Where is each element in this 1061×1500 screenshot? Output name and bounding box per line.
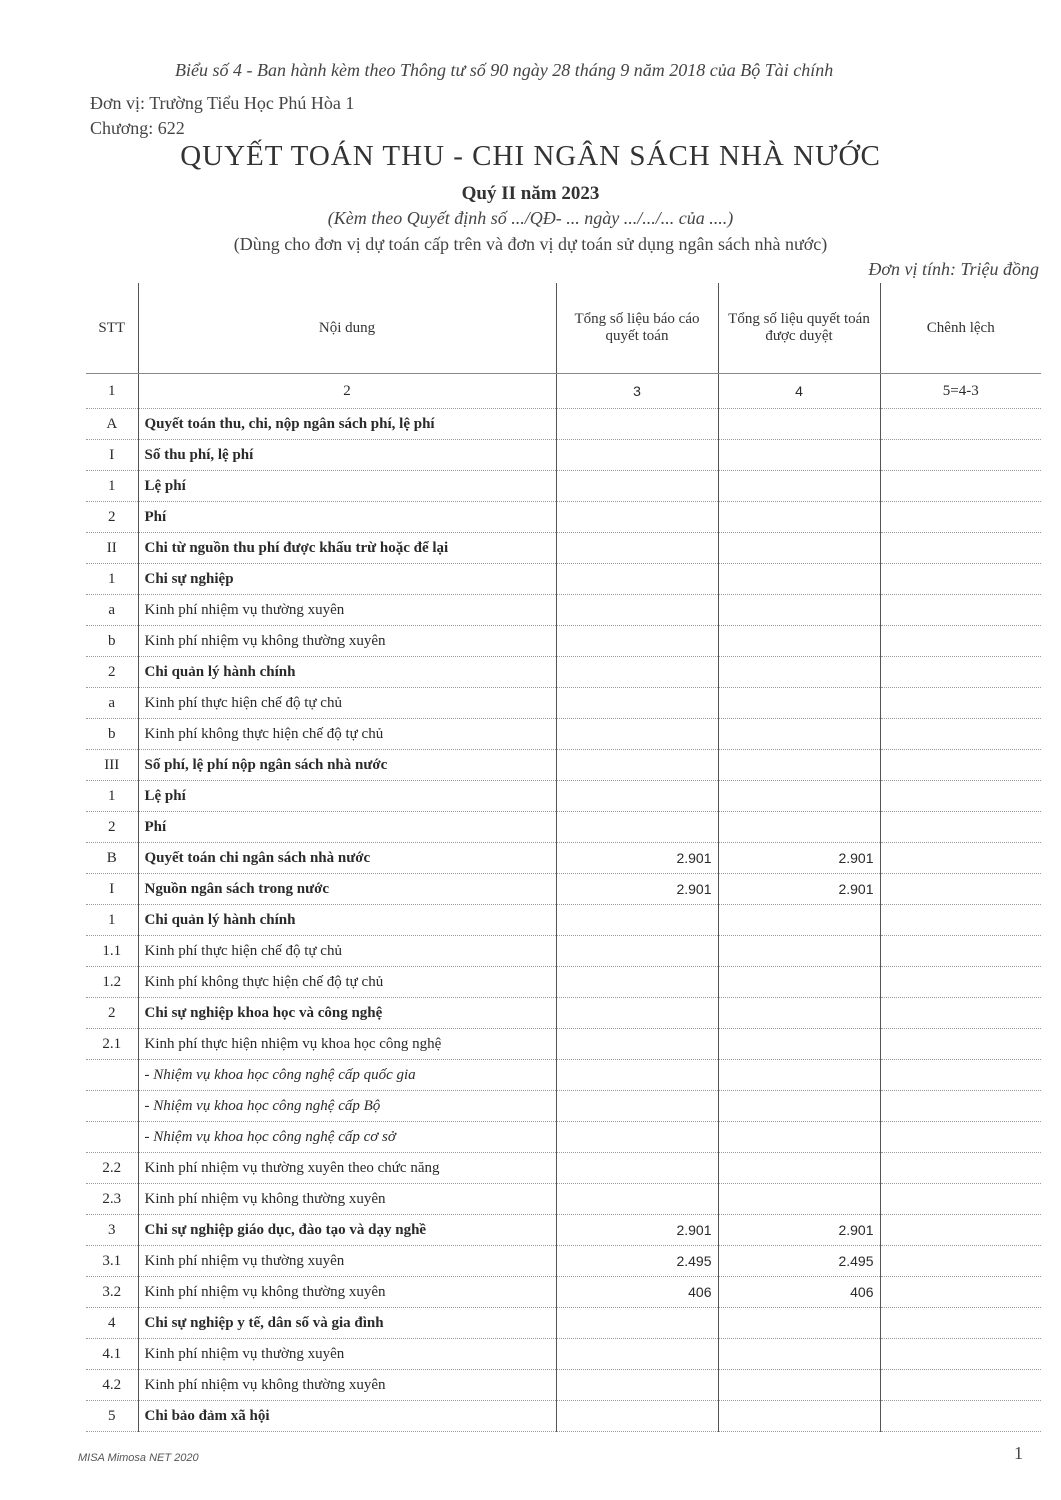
row-reported-cell: [556, 1060, 718, 1091]
column-index-cell: 2: [138, 374, 556, 409]
column-header-content: Nội dung: [138, 283, 556, 374]
row-reported-cell: [556, 564, 718, 595]
row-stt-cell: [86, 1060, 138, 1091]
row-stt-cell: 2: [86, 812, 138, 843]
row-reported-cell: [556, 502, 718, 533]
row-difference-cell: [880, 471, 1041, 502]
row-approved-cell: 2.901: [718, 843, 880, 874]
table-row: [86, 1153, 1041, 1184]
row-stt-cell: 3.1: [86, 1246, 138, 1277]
table-row: [86, 533, 1041, 564]
row-reported-cell: [556, 812, 718, 843]
row-content-cell: Kinh phí thực hiện chế độ tự chủ: [138, 936, 556, 967]
row-difference-cell: [880, 657, 1041, 688]
column-index-cell: 4: [718, 374, 880, 409]
row-content-cell: Kinh phí nhiệm vụ thường xuyên: [138, 1339, 556, 1370]
row-difference-cell: [880, 1215, 1041, 1246]
row-approved-cell: [718, 471, 880, 502]
row-stt-cell: 4.2: [86, 1370, 138, 1401]
row-approved-cell: [718, 1153, 880, 1184]
row-difference-cell: [880, 719, 1041, 750]
row-reported-cell: [556, 1153, 718, 1184]
row-content-cell: Chi sự nghiệp: [138, 564, 556, 595]
row-content-cell: Kinh phí nhiệm vụ không thường xuyên: [138, 1370, 556, 1401]
row-stt-cell: [86, 1091, 138, 1122]
row-reported-cell: [556, 688, 718, 719]
row-stt-cell: III: [86, 750, 138, 781]
row-content-cell: Chi sự nghiệp giáo dục, đào tạo và dạy nghề: [138, 1215, 556, 1246]
row-reported-cell: [556, 1029, 718, 1060]
table-row: [86, 719, 1041, 750]
row-stt-cell: 3: [86, 1215, 138, 1246]
table-row: [86, 998, 1041, 1029]
row-difference-cell: [880, 440, 1041, 471]
row-reported-cell: [556, 657, 718, 688]
row-content-cell: Kinh phí nhiệm vụ không thường xuyên: [138, 1277, 556, 1308]
row-reported-cell: [556, 533, 718, 564]
column-header-reported: Tổng số liệu báo cáo quyết toán: [556, 283, 718, 374]
table-row: [86, 440, 1041, 471]
row-reported-cell: [556, 905, 718, 936]
table-row: [86, 626, 1041, 657]
row-difference-cell: [880, 1277, 1041, 1308]
row-approved-cell: [718, 719, 880, 750]
column-index-cell: 5=4-3: [880, 374, 1041, 409]
table-row: [86, 1277, 1041, 1308]
row-approved-cell: [718, 781, 880, 812]
row-reported-cell: [556, 409, 718, 440]
row-approved-cell: 2.495: [718, 1246, 880, 1277]
row-difference-cell: [880, 998, 1041, 1029]
row-reported-cell: [556, 967, 718, 998]
row-approved-cell: [718, 1029, 880, 1060]
row-approved-cell: [718, 1122, 880, 1153]
row-stt-cell: B: [86, 843, 138, 874]
row-content-cell: Nguồn ngân sách trong nước: [138, 874, 556, 905]
row-content-cell: Chi sự nghiệp y tế, dân số và gia đình: [138, 1308, 556, 1339]
row-stt-cell: b: [86, 626, 138, 657]
row-stt-cell: a: [86, 688, 138, 719]
table-row: [86, 750, 1041, 781]
column-index-row: [86, 374, 1041, 409]
row-stt-cell: 1: [86, 564, 138, 595]
row-content-cell: Lệ phí: [138, 471, 556, 502]
table-row: [86, 1401, 1041, 1432]
row-approved-cell: [718, 812, 880, 843]
row-approved-cell: [718, 440, 880, 471]
row-content-cell: Kinh phí nhiệm vụ thường xuyên: [138, 1246, 556, 1277]
row-content-cell: Chi quản lý hành chính: [138, 905, 556, 936]
row-approved-cell: 406: [718, 1277, 880, 1308]
row-reported-cell: 2.901: [556, 1215, 718, 1246]
row-difference-cell: [880, 1091, 1041, 1122]
row-reported-cell: [556, 1401, 718, 1432]
row-approved-cell: [718, 626, 880, 657]
table-row: [86, 1122, 1041, 1153]
row-difference-cell: [880, 1401, 1041, 1432]
row-difference-cell: [880, 1029, 1041, 1060]
row-content-cell: Kinh phí nhiệm vụ thường xuyên: [138, 595, 556, 626]
row-stt-cell: II: [86, 533, 138, 564]
row-reported-cell: [556, 1091, 718, 1122]
row-reported-cell: [556, 781, 718, 812]
row-reported-cell: [556, 750, 718, 781]
row-approved-cell: [718, 564, 880, 595]
table-row: [86, 688, 1041, 719]
row-approved-cell: [718, 595, 880, 626]
row-content-cell: - Nhiệm vụ khoa học công nghệ cấp cơ sở: [138, 1122, 556, 1153]
row-stt-cell: 5: [86, 1401, 138, 1432]
row-difference-cell: [880, 688, 1041, 719]
row-content-cell: Quyết toán thu, chi, nộp ngân sách phí, lệ phí: [138, 409, 556, 440]
document-title: QUYẾT TOÁN THU - CHI NGÂN SÁCH NHÀ NƯỚC: [180, 140, 881, 172]
row-difference-cell: [880, 564, 1041, 595]
column-header-difference: Chênh lệch: [880, 283, 1041, 374]
row-approved-cell: [718, 1308, 880, 1339]
row-difference-cell: [880, 409, 1041, 440]
table-row: [86, 409, 1041, 440]
row-content-cell: Quyết toán chi ngân sách nhà nước: [138, 843, 556, 874]
software-footer: MISA Mimosa NET 2020: [78, 1452, 199, 1464]
row-stt-cell: I: [86, 874, 138, 905]
row-difference-cell: [880, 905, 1041, 936]
row-difference-cell: [880, 626, 1041, 657]
table-row: [86, 781, 1041, 812]
row-stt-cell: A: [86, 409, 138, 440]
table-row: [86, 1184, 1041, 1215]
row-content-cell: Kinh phí nhiệm vụ thường xuyên theo chức năng: [138, 1153, 556, 1184]
row-content-cell: Kinh phí không thực hiện chế độ tự chủ: [138, 967, 556, 998]
row-content-cell: Kinh phí thực hiện chế độ tự chủ: [138, 688, 556, 719]
row-approved-cell: [718, 1060, 880, 1091]
row-content-cell: Kinh phí nhiệm vụ không thường xuyên: [138, 1184, 556, 1215]
row-difference-cell: [880, 1308, 1041, 1339]
table-row: [86, 843, 1041, 874]
row-approved-cell: [718, 502, 880, 533]
row-content-cell: Chi bảo đảm xã hội: [138, 1401, 556, 1432]
row-reported-cell: [556, 626, 718, 657]
row-difference-cell: [880, 812, 1041, 843]
row-stt-cell: 3.2: [86, 1277, 138, 1308]
row-approved-cell: [718, 688, 880, 719]
page-mark: 1: [1014, 1443, 1023, 1463]
row-reported-cell: [556, 1308, 718, 1339]
chapter-code: Chương: 622: [90, 118, 185, 138]
row-stt-cell: I: [86, 440, 138, 471]
row-reported-cell: [556, 998, 718, 1029]
row-difference-cell: [880, 874, 1041, 905]
row-approved-cell: [718, 998, 880, 1029]
row-approved-cell: [718, 905, 880, 936]
row-stt-cell: 1: [86, 905, 138, 936]
column-header-approved: Tổng số liệu quyết toán được duyệt: [718, 283, 880, 374]
row-stt-cell: 2.3: [86, 1184, 138, 1215]
table-row: [86, 1370, 1041, 1401]
row-approved-cell: [718, 409, 880, 440]
row-approved-cell: [718, 533, 880, 564]
unit-name: Đơn vị: Trường Tiểu Học Phú Hòa 1: [90, 93, 355, 113]
row-content-cell: Số phí, lệ phí nộp ngân sách nhà nước: [138, 750, 556, 781]
row-stt-cell: [86, 1122, 138, 1153]
form-reference-note: Biểu số 4 - Ban hành kèm theo Thông tư số 90 ngày 28 tháng 9 năm 2018 của Bộ Tài chính: [175, 60, 834, 80]
row-difference-cell: [880, 1339, 1041, 1370]
row-reported-cell: [556, 936, 718, 967]
row-stt-cell: 4.1: [86, 1339, 138, 1370]
column-header-stt: STT: [86, 283, 138, 374]
row-content-cell: Chi sự nghiệp khoa học và công nghệ: [138, 998, 556, 1029]
row-approved-cell: [718, 657, 880, 688]
row-stt-cell: 2: [86, 998, 138, 1029]
row-difference-cell: [880, 1370, 1041, 1401]
table-row: [86, 564, 1041, 595]
row-difference-cell: [880, 1184, 1041, 1215]
row-reported-cell: [556, 719, 718, 750]
decision-note: (Kèm theo Quyết định số .../QĐ- ... ngày .../.../... của ....): [327, 208, 734, 228]
row-difference-cell: [880, 533, 1041, 564]
budget-settlement-table: [86, 283, 1041, 1432]
table-row: [86, 967, 1041, 998]
row-stt-cell: 2.1: [86, 1029, 138, 1060]
table-row: [86, 1029, 1041, 1060]
table-row: [86, 1215, 1041, 1246]
row-difference-cell: [880, 967, 1041, 998]
row-approved-cell: 2.901: [718, 1215, 880, 1246]
table-row: [86, 657, 1041, 688]
row-approved-cell: [718, 1370, 880, 1401]
row-content-cell: Lệ phí: [138, 781, 556, 812]
table-row: [86, 1060, 1041, 1091]
table-row: [86, 502, 1041, 533]
row-approved-cell: [718, 1401, 880, 1432]
row-difference-cell: [880, 502, 1041, 533]
row-reported-cell: 2.495: [556, 1246, 718, 1277]
row-reported-cell: [556, 595, 718, 626]
row-reported-cell: [556, 1370, 718, 1401]
row-approved-cell: [718, 1091, 880, 1122]
table-header-row: [86, 283, 1041, 374]
row-stt-cell: 1.1: [86, 936, 138, 967]
row-difference-cell: [880, 1246, 1041, 1277]
row-approved-cell: 2.901: [718, 874, 880, 905]
table-row: [86, 905, 1041, 936]
row-difference-cell: [880, 595, 1041, 626]
table-row: [86, 874, 1041, 905]
row-reported-cell: [556, 440, 718, 471]
row-difference-cell: [880, 781, 1041, 812]
usage-note: (Dùng cho đơn vị dự toán cấp trên và đơn vị dự toán sử dụng ngân sách nhà nước): [233, 234, 828, 254]
row-reported-cell: [556, 1339, 718, 1370]
report-period: Quý II năm 2023: [461, 183, 600, 204]
row-difference-cell: [880, 1122, 1041, 1153]
row-approved-cell: [718, 936, 880, 967]
row-stt-cell: a: [86, 595, 138, 626]
row-content-cell: Kinh phí không thực hiện chế độ tự chủ: [138, 719, 556, 750]
row-content-cell: Phí: [138, 502, 556, 533]
table-row: [86, 595, 1041, 626]
row-stt-cell: 4: [86, 1308, 138, 1339]
row-reported-cell: 2.901: [556, 843, 718, 874]
table-row: [86, 1339, 1041, 1370]
row-stt-cell: 1: [86, 781, 138, 812]
row-stt-cell: 1: [86, 471, 138, 502]
table-row: [86, 471, 1041, 502]
table-row: [86, 812, 1041, 843]
row-reported-cell: [556, 1184, 718, 1215]
row-approved-cell: [718, 1339, 880, 1370]
row-approved-cell: [718, 1184, 880, 1215]
row-content-cell: Phí: [138, 812, 556, 843]
row-difference-cell: [880, 750, 1041, 781]
currency-unit: Đơn vị tính: Triệu đồng: [868, 259, 1039, 279]
row-approved-cell: [718, 967, 880, 998]
table-row: [86, 1246, 1041, 1277]
row-difference-cell: [880, 1153, 1041, 1184]
row-stt-cell: 2: [86, 657, 138, 688]
row-difference-cell: [880, 1060, 1041, 1091]
row-content-cell: Kinh phí thực hiện nhiệm vụ khoa học công nghệ: [138, 1029, 556, 1060]
table-row: [86, 1308, 1041, 1339]
row-approved-cell: [718, 750, 880, 781]
column-index-cell: 3: [556, 374, 718, 409]
table-row: [86, 1091, 1041, 1122]
row-stt-cell: b: [86, 719, 138, 750]
row-reported-cell: 406: [556, 1277, 718, 1308]
row-reported-cell: [556, 471, 718, 502]
row-content-cell: Số thu phí, lệ phí: [138, 440, 556, 471]
row-reported-cell: 2.901: [556, 874, 718, 905]
row-stt-cell: 2: [86, 502, 138, 533]
row-stt-cell: 1.2: [86, 967, 138, 998]
row-content-cell: - Nhiệm vụ khoa học công nghệ cấp quốc gia: [138, 1060, 556, 1091]
row-content-cell: Chi từ nguồn thu phí được khấu trừ hoặc để lại: [138, 533, 556, 564]
table-row: [86, 936, 1041, 967]
row-reported-cell: [556, 1122, 718, 1153]
row-difference-cell: [880, 843, 1041, 874]
column-index-cell: 1: [86, 374, 138, 409]
row-content-cell: Kinh phí nhiệm vụ không thường xuyên: [138, 626, 556, 657]
row-content-cell: Chi quản lý hành chính: [138, 657, 556, 688]
row-difference-cell: [880, 936, 1041, 967]
row-content-cell: - Nhiệm vụ khoa học công nghệ cấp Bộ: [138, 1091, 556, 1122]
row-stt-cell: 2.2: [86, 1153, 138, 1184]
